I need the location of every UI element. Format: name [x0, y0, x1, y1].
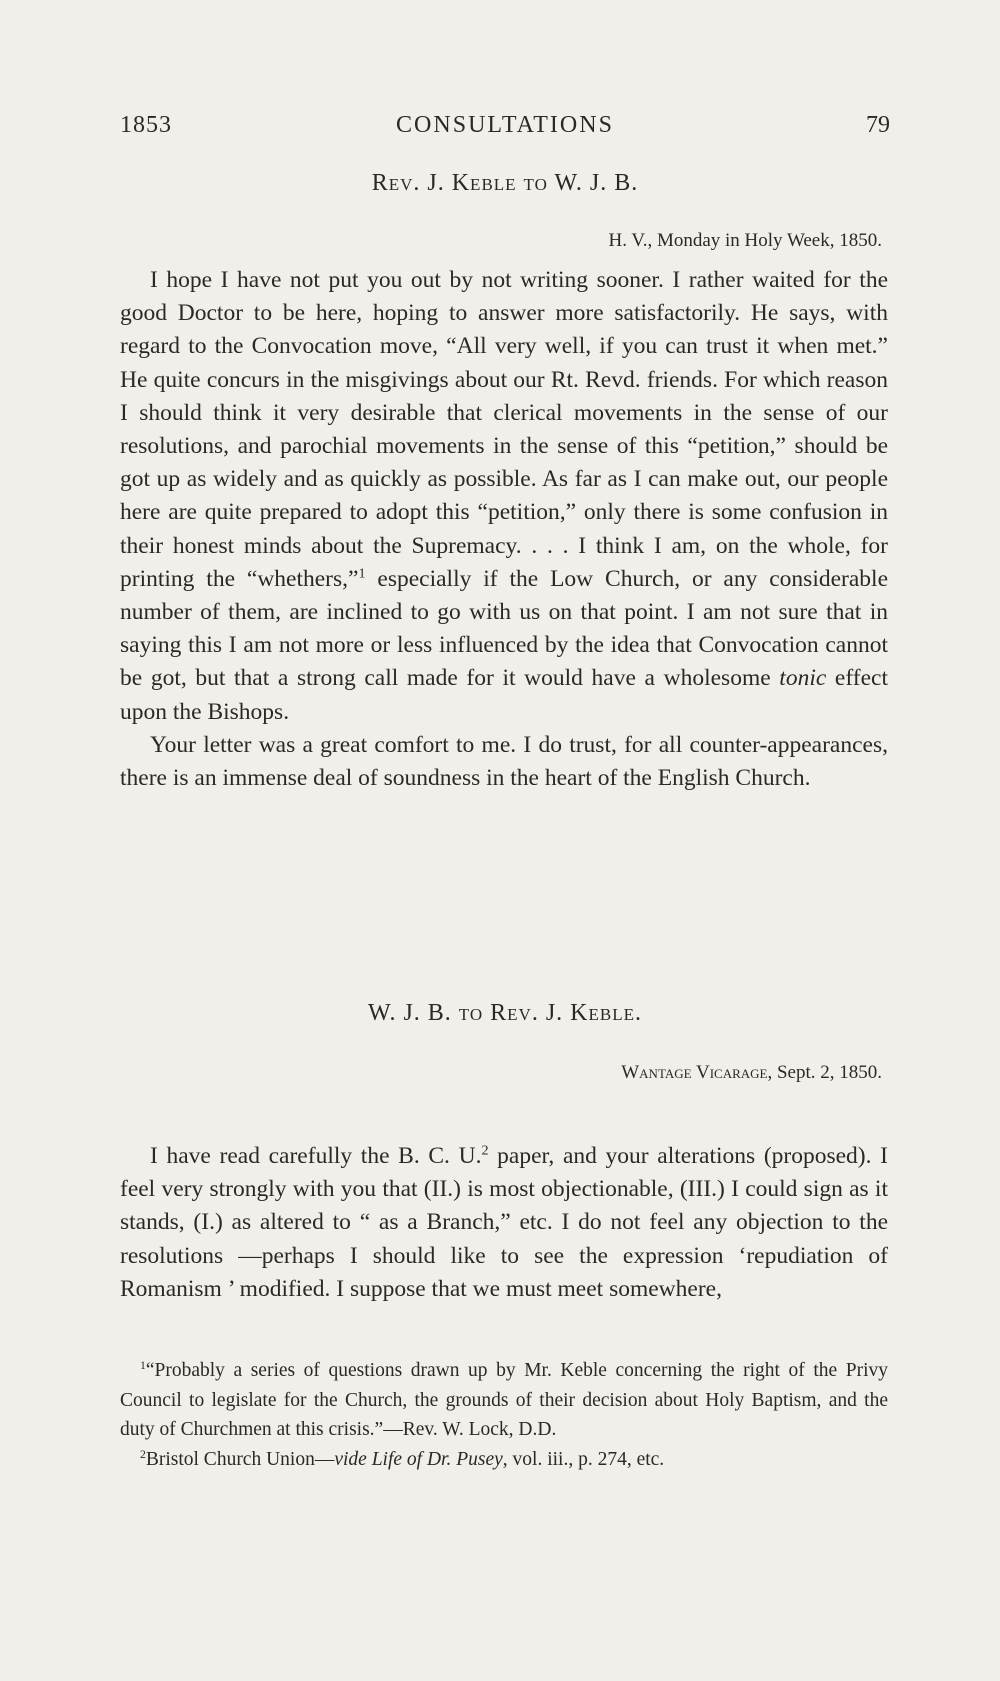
- letter2-heading: W. J. B. to Rev. J. Keble.: [368, 1000, 642, 1026]
- letter2-text-b: paper, and your alterations (proposed). I feel very strongly with you that (II.) is most objectionable, (III.) I could sign as it stands, (I.) as altered to “ as a Branch,” etc. I do not feel any objection to the resolutions —perhaps I should like to see the expression ‘repudiation of Romanism ’ modified. I suppose that we must meet somewhere,: [120, 1143, 889, 1302]
- letter2-dateline-place: Wantage Vicarage,: [621, 1062, 773, 1083]
- header-year: 1853: [120, 112, 172, 138]
- footnote-2-text-a: Bristol Church Union—: [145, 1448, 335, 1470]
- page-number: 79: [866, 112, 890, 138]
- letter1-text-a: I hope I have not put you out by not writing sooner. I rather waited for the good Doctor to be here, hoping to answer more satisfactorily. He says, with regard to the Convocation move, “All very well, if you can trust it when met.” He quite concurs in the misgivings about our Rt. Revd. friends. For which reason I should think it very desirable that clerical movements in the sense of our resolutions, and parochial movements in the sense of this “petition,” should be got up as widely and as quickly as possible. As far as I can make out, our people here are quite prepared to adopt this “petition,” only there is some confusion in their honest minds about the Supremacy. . . . I think I am, on the whole, for printing the “whethers,”: [120, 267, 888, 592]
- letter2-text-a: I have read carefully the B. C. U.: [150, 1143, 482, 1169]
- footnote-ref-2: 2: [481, 1142, 489, 1159]
- footnote-2-italic: vide Life of Dr. Pusey: [334, 1448, 503, 1470]
- footnote-2: [120, 1445, 888, 1475]
- letter1-text-c: effect upon the Bishops.: [120, 665, 888, 725]
- letter1-body: [120, 264, 888, 795]
- letter2-dateline: [621, 1062, 882, 1084]
- footnote-1: [120, 1356, 888, 1445]
- letter1-paragraph-2: Your letter was a great comfort to me. I do trust, for all counter-appearances, there is an immense deal of soundness in the heart of the English Church.: [120, 731, 888, 792]
- running-header: [120, 112, 890, 152]
- letter1-heading: Rev. J. Keble to W. J. B.: [371, 170, 639, 196]
- letter1-text-b: especially if the Low Church, or any considerable number of them, are inclined to go with us on that point. I am not sure that in saying this I am not more or less influenced by the idea that Convocation cannot be got, but that a strong call made for it would have a wholesome: [120, 565, 888, 692]
- footnote-1-mark: 1: [140, 1358, 146, 1372]
- footnote-ref-1: 1: [358, 565, 366, 582]
- letter2-dateline-date: Sept. 2, 1850.: [772, 1062, 882, 1083]
- footnote-1-text: “Probably a series of questions drawn up by Mr. Keble concerning the right of the Privy Council to legislate for the Church, the grounds of their decision about Holy Baptism, and the duty of Churchmen at this crisis.”—Rev. W. Lock, D.D.: [120, 1360, 888, 1440]
- letter1-dateline: H. V., Monday in Holy Week, 1850.: [608, 230, 882, 251]
- footnotes: [120, 1356, 888, 1474]
- letter1-italic-tonic: tonic: [779, 665, 827, 692]
- header-title: CONSULTATIONS: [396, 112, 614, 138]
- footnote-2-mark: 2: [140, 1447, 146, 1461]
- letter1-paragraph-1: [120, 264, 888, 729]
- letter2-body: [120, 1140, 888, 1306]
- letter2-paragraph-1: [120, 1140, 888, 1306]
- footnote-2-text-b: , vol. iii., p. 274, etc.: [502, 1448, 665, 1470]
